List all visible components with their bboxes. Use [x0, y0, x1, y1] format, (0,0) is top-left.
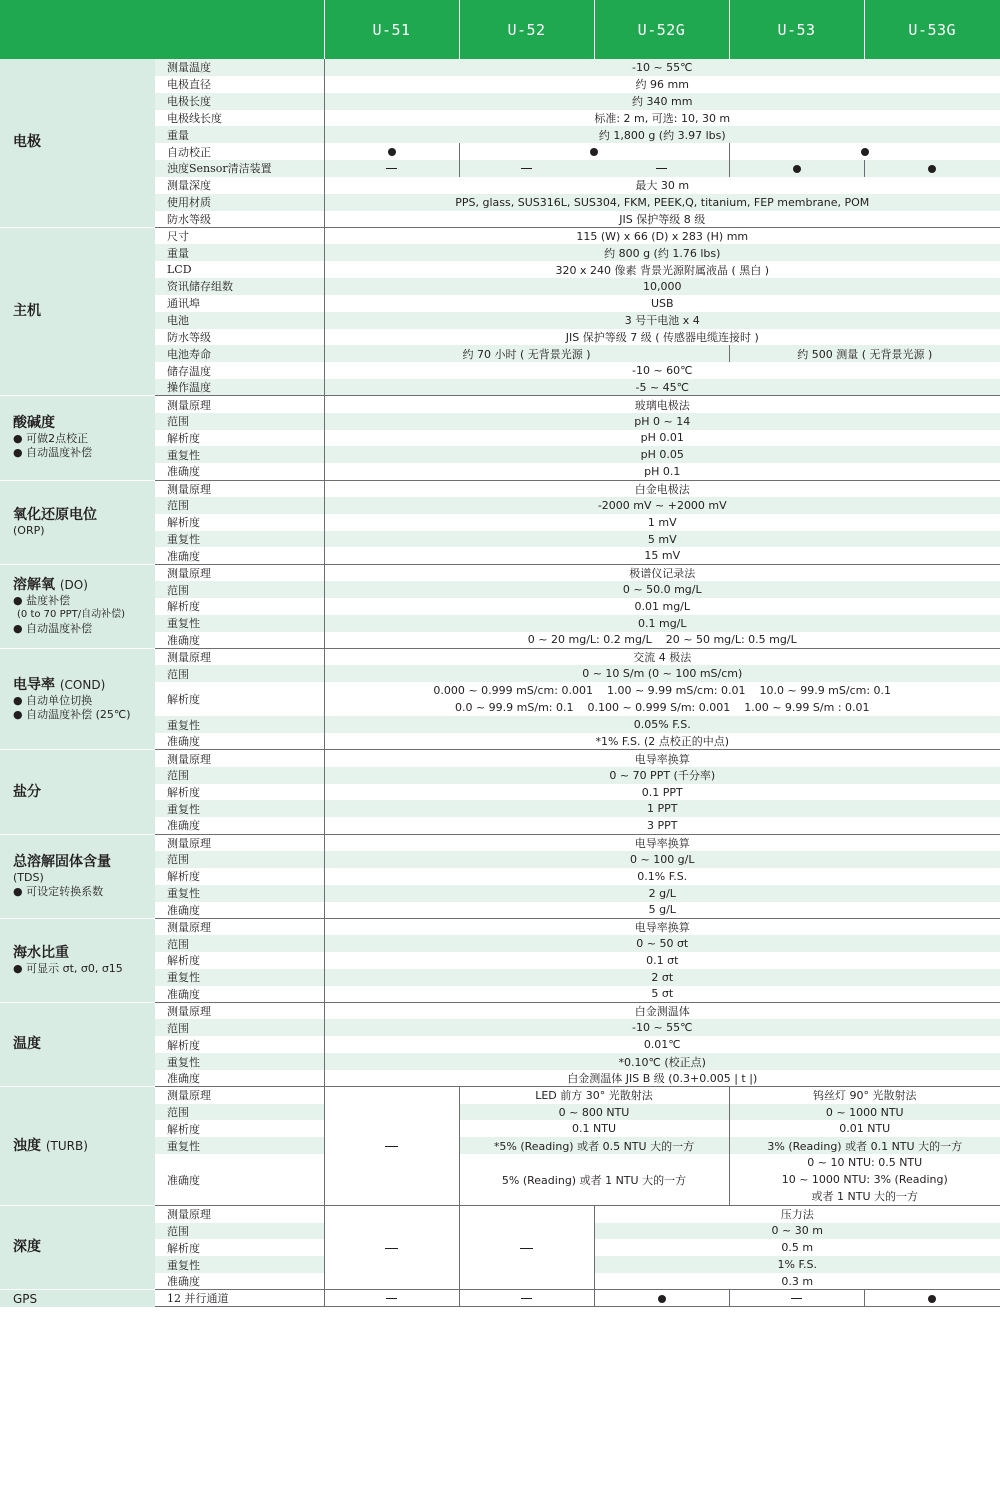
not-available-dash-icon — [521, 168, 532, 169]
table-row — [0, 750, 1000, 767]
header-row — [0, 0, 1000, 59]
row-label: 自动校正 — [155, 143, 324, 160]
cell-u53 — [729, 1290, 864, 1307]
table-row — [0, 480, 1000, 497]
category-title: 海水比重 — [13, 944, 69, 961]
row-value: 约 800 g (约 1.76 lbs) — [324, 244, 1000, 261]
category-depth — [0, 1206, 155, 1290]
row-value: 0.1 mg/L — [324, 615, 1000, 632]
row-label: 范围 — [155, 935, 324, 952]
row-value: -2000 mV ~ +2000 mV — [324, 497, 1000, 514]
row-label: 解析度 — [155, 682, 324, 716]
row-label: 准确度 — [155, 1154, 324, 1206]
table-row — [0, 1206, 1000, 1223]
supported-dot-icon — [861, 148, 869, 156]
row-value: 最大 30 m — [324, 177, 1000, 194]
category-electrode — [0, 59, 155, 227]
category-sub: (COND) — [59, 677, 106, 692]
row-value — [324, 682, 1000, 716]
row-label: 重复性 — [155, 716, 324, 733]
row-label: 重复性 — [155, 1256, 324, 1273]
row-value: 压力法 — [594, 1206, 1000, 1223]
cell-u51 — [324, 160, 459, 177]
row-label: 重复性 — [155, 1137, 324, 1154]
supported-dot-icon — [793, 165, 801, 173]
row-label: 测量原理 — [155, 480, 324, 497]
category-host — [0, 227, 155, 395]
row-value: 玻璃电极法 — [324, 396, 1000, 413]
row-label: 范围 — [155, 1223, 324, 1240]
row-value: 0.01 mg/L — [324, 598, 1000, 615]
cell-u52g — [594, 160, 729, 177]
row-value: 交流 4 极法 — [324, 649, 1000, 666]
category-salt — [0, 750, 155, 834]
row-value: JIS 保护等级 8 级 — [324, 211, 1000, 228]
table-row — [0, 59, 1000, 76]
not-available-dash-icon — [386, 1298, 397, 1299]
model-u51: U-51 — [324, 0, 459, 59]
cell-u53g — [864, 1290, 1000, 1307]
row-label: 准确度 — [155, 733, 324, 750]
cell-u52 — [459, 1206, 594, 1290]
category-gps — [0, 1290, 155, 1307]
category-title: 氧化还原电位 — [13, 506, 97, 523]
category-sub: (TURB) — [45, 1138, 88, 1153]
row-value: pH 0.01 — [324, 430, 1000, 447]
row-value: 1 PPT — [324, 800, 1000, 817]
row-label: 重量 — [155, 244, 324, 261]
row-label: 12 并行通道 — [155, 1290, 324, 1307]
row-label: 范围 — [155, 413, 324, 430]
row-value: 5 σt — [324, 986, 1000, 1003]
category-title: GPS — [13, 1291, 38, 1306]
model-u52: U-52 — [459, 0, 594, 59]
supported-dot-icon — [928, 165, 936, 173]
row-label: 测量温度 — [155, 59, 324, 76]
row-value: 2 σt — [324, 969, 1000, 986]
row-value: PPS, glass, SUS316L, SUS304, FKM, PEEK,Q, titanium, FEP membrane, POM — [324, 194, 1000, 211]
table-row — [0, 564, 1000, 581]
supported-dot-icon — [590, 148, 598, 156]
row-value: -10 ~ 55℃ — [324, 59, 1000, 76]
row-value: 约 340 mm — [324, 93, 1000, 110]
row-value: 0 ~ 20 mg/L: 0.2 mg/L 20 ~ 50 mg/L: 0.5 mg/L — [324, 632, 1000, 649]
category-title: 电极 — [13, 134, 41, 151]
row-label: 范围 — [155, 581, 324, 598]
cell-u51 — [324, 1087, 459, 1206]
category-temp — [0, 1003, 155, 1087]
category-seawater — [0, 918, 155, 1002]
row-label: 测量深度 — [155, 177, 324, 194]
row-label: 电极线长度 — [155, 110, 324, 127]
supported-dot-icon — [388, 148, 396, 156]
row-label: 范围 — [155, 665, 324, 682]
row-label: 准确度 — [155, 463, 324, 480]
row-value: 0.1 σt — [324, 952, 1000, 969]
category-note: ● 可显示 σt, σ0, σ15 — [13, 961, 123, 975]
row-value: 约 1,800 g (约 3.97 lbs) — [324, 126, 1000, 143]
cell-u51 — [324, 1206, 459, 1290]
category-tds — [0, 834, 155, 918]
not-available-dash-icon — [385, 1146, 398, 1147]
row-value: -10 ~ 55℃ — [324, 1019, 1000, 1036]
row-value: 0 ~ 800 NTU — [459, 1104, 729, 1121]
row-label: 电极长度 — [155, 93, 324, 110]
row-label: 范围 — [155, 497, 324, 514]
row-value: 0 ~ 50 σt — [324, 935, 1000, 952]
row-label: 尺寸 — [155, 227, 324, 244]
category-title-line — [13, 1138, 155, 1155]
row-value: 钨丝灯 90° 光散射法 — [729, 1087, 1000, 1104]
table-row — [0, 834, 1000, 851]
row-value: 约 70 小时 ( 无背景光源 ) — [324, 345, 729, 362]
row-value: 3% (Reading) 或者 0.1 NTU 大的一方 — [729, 1137, 1000, 1154]
table-row — [0, 918, 1000, 935]
cell-u52 — [459, 1290, 594, 1307]
cell-u53g — [864, 160, 1000, 177]
table-row — [0, 1290, 1000, 1307]
row-label: 重复性 — [155, 531, 324, 548]
row-value: 约 500 测量 ( 无背景光源 ) — [729, 345, 1000, 362]
cell-u52 — [459, 160, 594, 177]
category-note: ● 自动温度补偿 — [13, 621, 93, 635]
row-value: 0.5 m — [594, 1239, 1000, 1256]
cell-u51 — [324, 143, 459, 160]
category-note: ● 盐度补偿 — [13, 593, 71, 607]
row-label: 准确度 — [155, 1070, 324, 1087]
row-label: 解析度 — [155, 952, 324, 969]
category-orp — [0, 480, 155, 564]
row-value: 电导率换算 — [324, 750, 1000, 767]
row-label: 解析度 — [155, 784, 324, 801]
row-label: 储存温度 — [155, 362, 324, 379]
row-value: LED 前方 30° 光散射法 — [459, 1087, 729, 1104]
table-row — [0, 1087, 1000, 1104]
row-value: 15 mV — [324, 547, 1000, 564]
category-title-line — [13, 677, 155, 694]
row-value: 0 ~ 100 g/L — [324, 851, 1000, 868]
row-value: 白金电极法 — [324, 480, 1000, 497]
row-value: 2 g/L — [324, 885, 1000, 902]
row-label: 解析度 — [155, 430, 324, 447]
row-value: 5% (Reading) 或者 1 NTU 大的一方 — [459, 1154, 729, 1206]
cell-u52-u52g — [459, 143, 729, 160]
row-label: 解析度 — [155, 514, 324, 531]
row-label: 范围 — [155, 1019, 324, 1036]
category-note: (0 to 70 PPT/自动补偿) — [17, 608, 126, 620]
row-value: 电导率换算 — [324, 918, 1000, 935]
row-value: 3 PPT — [324, 817, 1000, 834]
row-value — [729, 1154, 1000, 1206]
category-title: 溶解氧 — [13, 576, 55, 593]
row-value: 约 96 mm — [324, 76, 1000, 93]
row-label: 准确度 — [155, 817, 324, 834]
row-value: 0.05% F.S. — [324, 716, 1000, 733]
row-value: 0 ~ 30 m — [594, 1223, 1000, 1240]
row-value: 0.3 m — [594, 1273, 1000, 1290]
category-title: 盐分 — [13, 783, 41, 800]
category-title: 深度 — [13, 1239, 41, 1256]
row-value: 3 号干电池 x 4 — [324, 312, 1000, 329]
row-label: 通讯埠 — [155, 295, 324, 312]
row-value: 电导率换算 — [324, 834, 1000, 851]
row-value: USB — [324, 295, 1000, 312]
row-label: 解析度 — [155, 868, 324, 885]
accuracy-line: 或者 1 NTU 大的一方 — [811, 1190, 918, 1204]
accuracy-line: 0 ~ 10 NTU: 0.5 NTU — [807, 1156, 923, 1170]
row-label: 电池 — [155, 312, 324, 329]
row-label: 重复性 — [155, 885, 324, 902]
row-value: *0.10℃ (校正点) — [324, 1053, 1000, 1070]
category-title-line — [13, 577, 155, 594]
model-u53g: U-53G — [864, 0, 1000, 59]
supported-dot-icon — [658, 1295, 666, 1303]
row-value: 白金测温体 — [324, 1003, 1000, 1020]
row-value: 320 x 240 像素 背景光源附属液晶 ( 黑白 ) — [324, 261, 1000, 278]
table-row — [0, 396, 1000, 413]
row-label: 重复性 — [155, 615, 324, 632]
row-value: pH 0 ~ 14 — [324, 413, 1000, 430]
model-u52g: U-52G — [594, 0, 729, 59]
category-do — [0, 564, 155, 648]
row-label: 重复性 — [155, 969, 324, 986]
row-value: JIS 保护等级 7 级 ( 传感器电缆连接时 ) — [324, 329, 1000, 346]
row-value: 极谱仪记录法 — [324, 564, 1000, 581]
row-value: 1% F.S. — [594, 1256, 1000, 1273]
row-label: 范围 — [155, 851, 324, 868]
row-value: -10 ~ 60℃ — [324, 362, 1000, 379]
category-note: ● 可做2点校正 — [13, 432, 89, 446]
row-label: 测量原理 — [155, 918, 324, 935]
not-available-dash-icon — [520, 1248, 533, 1249]
resolution-line: 0.000 ~ 0.999 mS/cm: 0.001 1.00 ~ 9.99 mS/cm: 0.01 10.0 ~ 99.9 mS/cm: 0.1 — [433, 684, 892, 698]
category-sub: (ORP) — [13, 523, 45, 537]
row-label: 重复性 — [155, 1053, 324, 1070]
row-label: 准确度 — [155, 547, 324, 564]
row-value: 0 ~ 70 PPT (千分率) — [324, 767, 1000, 784]
row-value: 标准: 2 m, 可选: 10, 30 m — [324, 110, 1000, 127]
row-label: 测量原理 — [155, 564, 324, 581]
row-value: 0 ~ 1000 NTU — [729, 1104, 1000, 1121]
category-note: ● 自动温度补偿 (25℃) — [13, 707, 131, 721]
row-label: 测量原理 — [155, 834, 324, 851]
row-label: 测量原理 — [155, 1003, 324, 1020]
row-label: 测量原理 — [155, 1087, 324, 1104]
row-label: 操作温度 — [155, 379, 324, 396]
category-title: 总溶解固体含量 — [13, 853, 111, 870]
supported-dot-icon — [928, 1295, 936, 1303]
row-label: 测量原理 — [155, 750, 324, 767]
category-sub: (TDS) — [13, 870, 44, 884]
row-label: 准确度 — [155, 902, 324, 919]
resolution-line: 0.0 ~ 99.9 mS/m: 0.1 0.100 ~ 0.999 S/m: 0.001 1.00 ~ 9.99 S/m : 0.01 — [454, 701, 870, 715]
accuracy-line: 10 ~ 1000 NTU: 3% (Reading) — [781, 1173, 948, 1187]
row-label: 范围 — [155, 1104, 324, 1121]
not-available-dash-icon — [385, 1248, 398, 1249]
row-label: 准确度 — [155, 986, 324, 1003]
row-value: *1% F.S. (2 点校正的中点) — [324, 733, 1000, 750]
row-label: 防水等级 — [155, 211, 324, 228]
row-value: 0.1 PPT — [324, 784, 1000, 801]
not-available-dash-icon — [791, 1298, 802, 1299]
row-value: 0 ~ 10 S/m (0 ~ 100 mS/cm) — [324, 665, 1000, 682]
model-u53: U-53 — [729, 0, 864, 59]
category-ph — [0, 396, 155, 480]
not-available-dash-icon — [521, 1298, 532, 1299]
row-value: *5% (Reading) 或者 0.5 NTU 大的一方 — [459, 1137, 729, 1154]
category-sub: (DO) — [59, 577, 88, 592]
row-value: pH 0.05 — [324, 446, 1000, 463]
row-label: 重复性 — [155, 800, 324, 817]
table-row — [0, 649, 1000, 666]
row-label: 测量原理 — [155, 396, 324, 413]
category-title: 酸碱度 — [13, 415, 55, 432]
header-corner — [0, 0, 324, 59]
row-label: LCD — [155, 261, 324, 278]
row-value: 115 (W) x 66 (D) x 283 (H) mm — [324, 227, 1000, 244]
cell-u52g — [594, 1290, 729, 1307]
row-value: 0.1% F.S. — [324, 868, 1000, 885]
row-label: 重量 — [155, 126, 324, 143]
category-title: 温度 — [13, 1036, 41, 1053]
row-value: 1 mV — [324, 514, 1000, 531]
not-available-dash-icon — [386, 168, 397, 169]
category-title: 浊度 — [13, 1137, 41, 1154]
table-row — [0, 1003, 1000, 1020]
category-note: ● 自动单位切换 — [13, 693, 93, 707]
not-available-dash-icon — [656, 168, 667, 169]
category-note: ● 自动温度补偿 — [13, 446, 93, 460]
row-label: 解析度 — [155, 1239, 324, 1256]
row-value: 白金测温体 JIS B 级 (0.3+0.005 | t |) — [324, 1070, 1000, 1087]
table-row — [0, 227, 1000, 244]
category-turb — [0, 1087, 155, 1206]
cell-u51 — [324, 1290, 459, 1307]
category-title: 主机 — [13, 303, 41, 320]
row-value: pH 0.1 — [324, 463, 1000, 480]
row-label: 浊度Sensor清洁装置 — [155, 160, 324, 177]
row-value: 0.01 NTU — [729, 1120, 1000, 1137]
row-value: 5 mV — [324, 531, 1000, 548]
row-label: 测量原理 — [155, 649, 324, 666]
row-label: 电池寿命 — [155, 345, 324, 362]
cell-u53 — [729, 160, 864, 177]
category-title: 电导率 — [13, 676, 55, 693]
row-label: 范围 — [155, 767, 324, 784]
row-label: 解析度 — [155, 1120, 324, 1137]
category-cond — [0, 649, 155, 750]
row-value: -5 ~ 45℃ — [324, 379, 1000, 396]
row-label: 准确度 — [155, 632, 324, 649]
row-value: 0.1 NTU — [459, 1120, 729, 1137]
row-value: 0 ~ 50.0 mg/L — [324, 581, 1000, 598]
row-label: 电极直径 — [155, 76, 324, 93]
row-label: 使用材质 — [155, 194, 324, 211]
row-label: 资讯储存组数 — [155, 278, 324, 295]
row-value: 10,000 — [324, 278, 1000, 295]
category-note: ● 可设定转换系数 — [13, 884, 104, 898]
row-label: 测量原理 — [155, 1206, 324, 1223]
row-value: 0.01℃ — [324, 1036, 1000, 1053]
row-value: 5 g/L — [324, 902, 1000, 919]
row-label: 准确度 — [155, 1273, 324, 1290]
row-label: 解析度 — [155, 1036, 324, 1053]
cell-u53-u53g — [729, 143, 1000, 160]
row-label: 重复性 — [155, 446, 324, 463]
row-label: 解析度 — [155, 598, 324, 615]
row-label: 防水等级 — [155, 329, 324, 346]
